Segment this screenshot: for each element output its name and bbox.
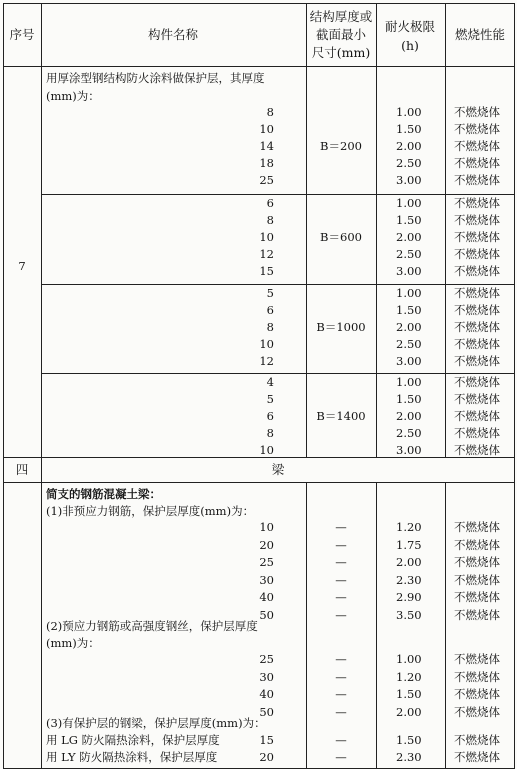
- combustibility-value: 不燃烧体: [454, 213, 500, 227]
- dimension-dash: —: [335, 704, 347, 719]
- combustibility-value: 不燃烧体: [454, 122, 500, 136]
- combustibility-value: 不燃烧体: [454, 375, 500, 389]
- section-dimension-label: B＝1000: [316, 320, 366, 334]
- fire-limit-value: 3.00: [396, 173, 422, 187]
- combustibility-value: 不燃烧体: [454, 607, 500, 622]
- dimension-dash: —: [335, 750, 347, 764]
- cover-thickness-value: 25: [259, 555, 274, 569]
- cover-thickness-value: 30: [259, 572, 274, 587]
- col-divider-dim-lower: [306, 482, 307, 769]
- beam-sub2-line1: (2)预应力钢筋或高强度钢丝，保护层厚度: [46, 619, 258, 633]
- beam-sub3: (3)有保护层的钢梁，保护层厚度(mm)为：: [46, 716, 266, 730]
- thickness-value: 6: [266, 196, 274, 210]
- fire-limit-value: 3.50: [396, 607, 422, 622]
- dimension-dash: —: [335, 537, 347, 552]
- col-divider-limit: [376, 3, 377, 457]
- cover-thickness-value: 50: [259, 607, 274, 622]
- col-divider-no: [41, 3, 42, 769]
- combustibility-value: 不燃烧体: [454, 537, 500, 552]
- combustibility-value: 不燃烧体: [454, 320, 500, 334]
- dimension-dash: —: [335, 572, 347, 587]
- combustibility-value: 不燃烧体: [454, 105, 500, 119]
- fire-limit-value: 1.00: [396, 196, 422, 210]
- thickness-value: 12: [259, 354, 274, 368]
- dimension-dash: —: [335, 555, 347, 569]
- combustibility-value: 不燃烧体: [454, 443, 500, 457]
- cover-thickness-value: 20: [259, 750, 274, 764]
- thickness-value: 6: [266, 303, 274, 317]
- combustibility-value: 不燃烧体: [454, 669, 500, 684]
- dimension-dash: —: [335, 652, 347, 666]
- fire-limit-value: 2.30: [396, 572, 422, 587]
- dimension-dash: —: [335, 669, 347, 684]
- cover-thickness-value: 20: [259, 537, 274, 552]
- fire-limit-value: 2.90: [396, 590, 422, 604]
- fire-limit-value: 2.00: [396, 704, 422, 719]
- combustibility-value: 不燃烧体: [454, 409, 500, 423]
- fire-limit-value: 2.00: [396, 230, 422, 244]
- header-no: 序号: [9, 27, 35, 42]
- fire-limit-value: 1.00: [396, 105, 422, 119]
- thickness-value: 5: [266, 392, 274, 406]
- dimension-dash: —: [335, 607, 347, 622]
- table-border-top: [3, 3, 515, 4]
- header-dim-line2: 截面最小: [315, 27, 367, 42]
- combustibility-value: 不燃烧体: [454, 555, 500, 569]
- section4-bottom-rule: [3, 482, 515, 483]
- beam-sub2-line2: (mm)为：: [46, 636, 100, 650]
- cover-thickness-value: 30: [259, 669, 274, 684]
- fire-limit-value: 1.50: [396, 687, 422, 701]
- item7-number: 7: [18, 259, 26, 273]
- combustibility-value: 不燃烧体: [454, 426, 500, 440]
- thickness-value: 10: [259, 443, 274, 457]
- dimension-dash: —: [335, 687, 347, 701]
- header-combustibility: 燃烧性能: [454, 27, 506, 42]
- section-dimension-label: B＝600: [320, 230, 362, 244]
- thickness-value: 15: [259, 264, 274, 278]
- combustibility-value: 不燃烧体: [454, 652, 500, 666]
- item7-intro-line1: 用厚涂型钢结构防火涂料做保护层，其厚度: [46, 71, 265, 85]
- table-border-right: [514, 3, 515, 769]
- header-dim-line3: 尺寸(mm): [311, 45, 371, 60]
- fire-limit-value: 1.50: [396, 733, 422, 747]
- thickness-value: 4: [266, 375, 274, 389]
- combustibility-value: 不燃烧体: [454, 687, 500, 701]
- fire-limit-value: 3.00: [396, 354, 422, 368]
- combustibility-value: 不燃烧体: [454, 286, 500, 300]
- thickness-value: 8: [266, 213, 274, 227]
- item7-intro-line2: (mm)为：: [46, 89, 100, 103]
- header-bottom-rule: [3, 66, 515, 67]
- combustibility-value: 不燃烧体: [454, 173, 500, 187]
- header-name: 构件名称: [147, 27, 199, 42]
- cover-thickness-value: 25: [259, 652, 274, 666]
- dimension-dash: —: [335, 733, 347, 747]
- fire-limit-value: 1.50: [396, 122, 422, 136]
- fire-limit-value: 1.50: [396, 392, 422, 406]
- combustibility-value: 不燃烧体: [454, 247, 500, 261]
- thickness-value: 10: [259, 337, 274, 351]
- fire-limit-value: 2.50: [396, 247, 422, 261]
- combustibility-value: 不燃烧体: [454, 139, 500, 153]
- thickness-value: 12: [259, 247, 274, 261]
- combustibility-value: 不燃烧体: [454, 733, 500, 747]
- fire-limit-value: 1.50: [396, 303, 422, 317]
- thickness-value: 18: [259, 156, 274, 170]
- thickness-value: 14: [259, 139, 274, 153]
- fire-limit-value: 3.00: [396, 264, 422, 278]
- col-divider-dim: [306, 3, 307, 457]
- fire-limit-value: 1.20: [396, 520, 422, 534]
- group-rule-1400: [41, 373, 515, 374]
- thickness-value: 10: [259, 230, 274, 244]
- col-divider-combust-lower: [445, 482, 446, 769]
- combustibility-value: 不燃烧体: [454, 572, 500, 587]
- fire-limit-value: 2.50: [396, 426, 422, 440]
- fire-limit-value: 2.50: [396, 337, 422, 351]
- combustibility-value: 不燃烧体: [454, 156, 500, 170]
- coating-label: 用 LG 防火隔热涂料，保护层厚度: [46, 733, 220, 747]
- fire-limit-value: 2.50: [396, 156, 422, 170]
- thickness-value: 6: [266, 409, 274, 423]
- fire-limit-value: 1.75: [396, 537, 422, 552]
- col-divider-combust: [445, 3, 446, 457]
- combustibility-value: 不燃烧体: [454, 337, 500, 351]
- cover-thickness-value: 50: [259, 704, 274, 719]
- coating-label: 用 LY 防火隔热涂料，保护层厚度: [46, 750, 218, 764]
- thickness-value: 5: [266, 286, 274, 300]
- fire-limit-value: 1.20: [396, 669, 422, 684]
- section-dimension-label: B＝1400: [316, 409, 366, 423]
- group-rule-1000: [41, 284, 515, 285]
- cover-thickness-value: 10: [259, 520, 274, 534]
- fire-limit-value: 2.30: [396, 750, 422, 764]
- beam-title: 简支的钢筋混凝土梁：: [46, 487, 161, 501]
- section4-number: 四: [15, 462, 29, 477]
- combustibility-value: 不燃烧体: [454, 704, 500, 719]
- fire-limit-value: 1.00: [396, 375, 422, 389]
- header-limit-line1: 耐火极限: [384, 19, 436, 34]
- header-dim-line1: 结构厚度或: [309, 9, 373, 24]
- combustibility-value: 不燃烧体: [454, 354, 500, 368]
- combustibility-value: 不燃烧体: [454, 264, 500, 278]
- section-dimension-label: B＝200: [320, 139, 362, 153]
- fire-limit-value: 2.00: [396, 409, 422, 423]
- fire-limit-value: 3.00: [396, 443, 422, 457]
- cover-thickness-value: 40: [259, 687, 274, 701]
- dimension-dash: —: [335, 590, 347, 604]
- combustibility-value: 不燃烧体: [454, 590, 500, 604]
- col-divider-limit-lower: [376, 482, 377, 769]
- dimension-dash: —: [335, 520, 347, 534]
- thickness-value: 8: [266, 105, 274, 119]
- combustibility-value: 不燃烧体: [454, 392, 500, 406]
- thickness-value: 8: [266, 426, 274, 440]
- fire-limit-value: 2.00: [396, 320, 422, 334]
- fire-limit-value: 2.00: [396, 139, 422, 153]
- header-limit-line2: (h): [401, 38, 419, 53]
- beam-sub1: (1)非预应力钢筋，保护层厚度(mm)为：: [46, 504, 255, 518]
- group-rule-600: [41, 194, 515, 195]
- thickness-value: 8: [266, 320, 274, 334]
- combustibility-value: 不燃烧体: [454, 230, 500, 244]
- thickness-value: 10: [259, 122, 274, 136]
- table-border-left: [3, 3, 4, 769]
- fire-limit-value: 2.00: [396, 555, 422, 569]
- cover-thickness-value: 15: [259, 733, 274, 747]
- combustibility-value: 不燃烧体: [454, 750, 500, 764]
- fire-limit-value: 1.00: [396, 286, 422, 300]
- combustibility-value: 不燃烧体: [454, 303, 500, 317]
- thickness-value: 25: [259, 173, 274, 187]
- fire-limit-value: 1.00: [396, 652, 422, 666]
- cover-thickness-value: 40: [259, 590, 274, 604]
- combustibility-value: 不燃烧体: [454, 520, 500, 534]
- combustibility-value: 不燃烧体: [454, 196, 500, 210]
- fire-limit-value: 1.50: [396, 213, 422, 227]
- section4-title: 梁: [271, 462, 285, 477]
